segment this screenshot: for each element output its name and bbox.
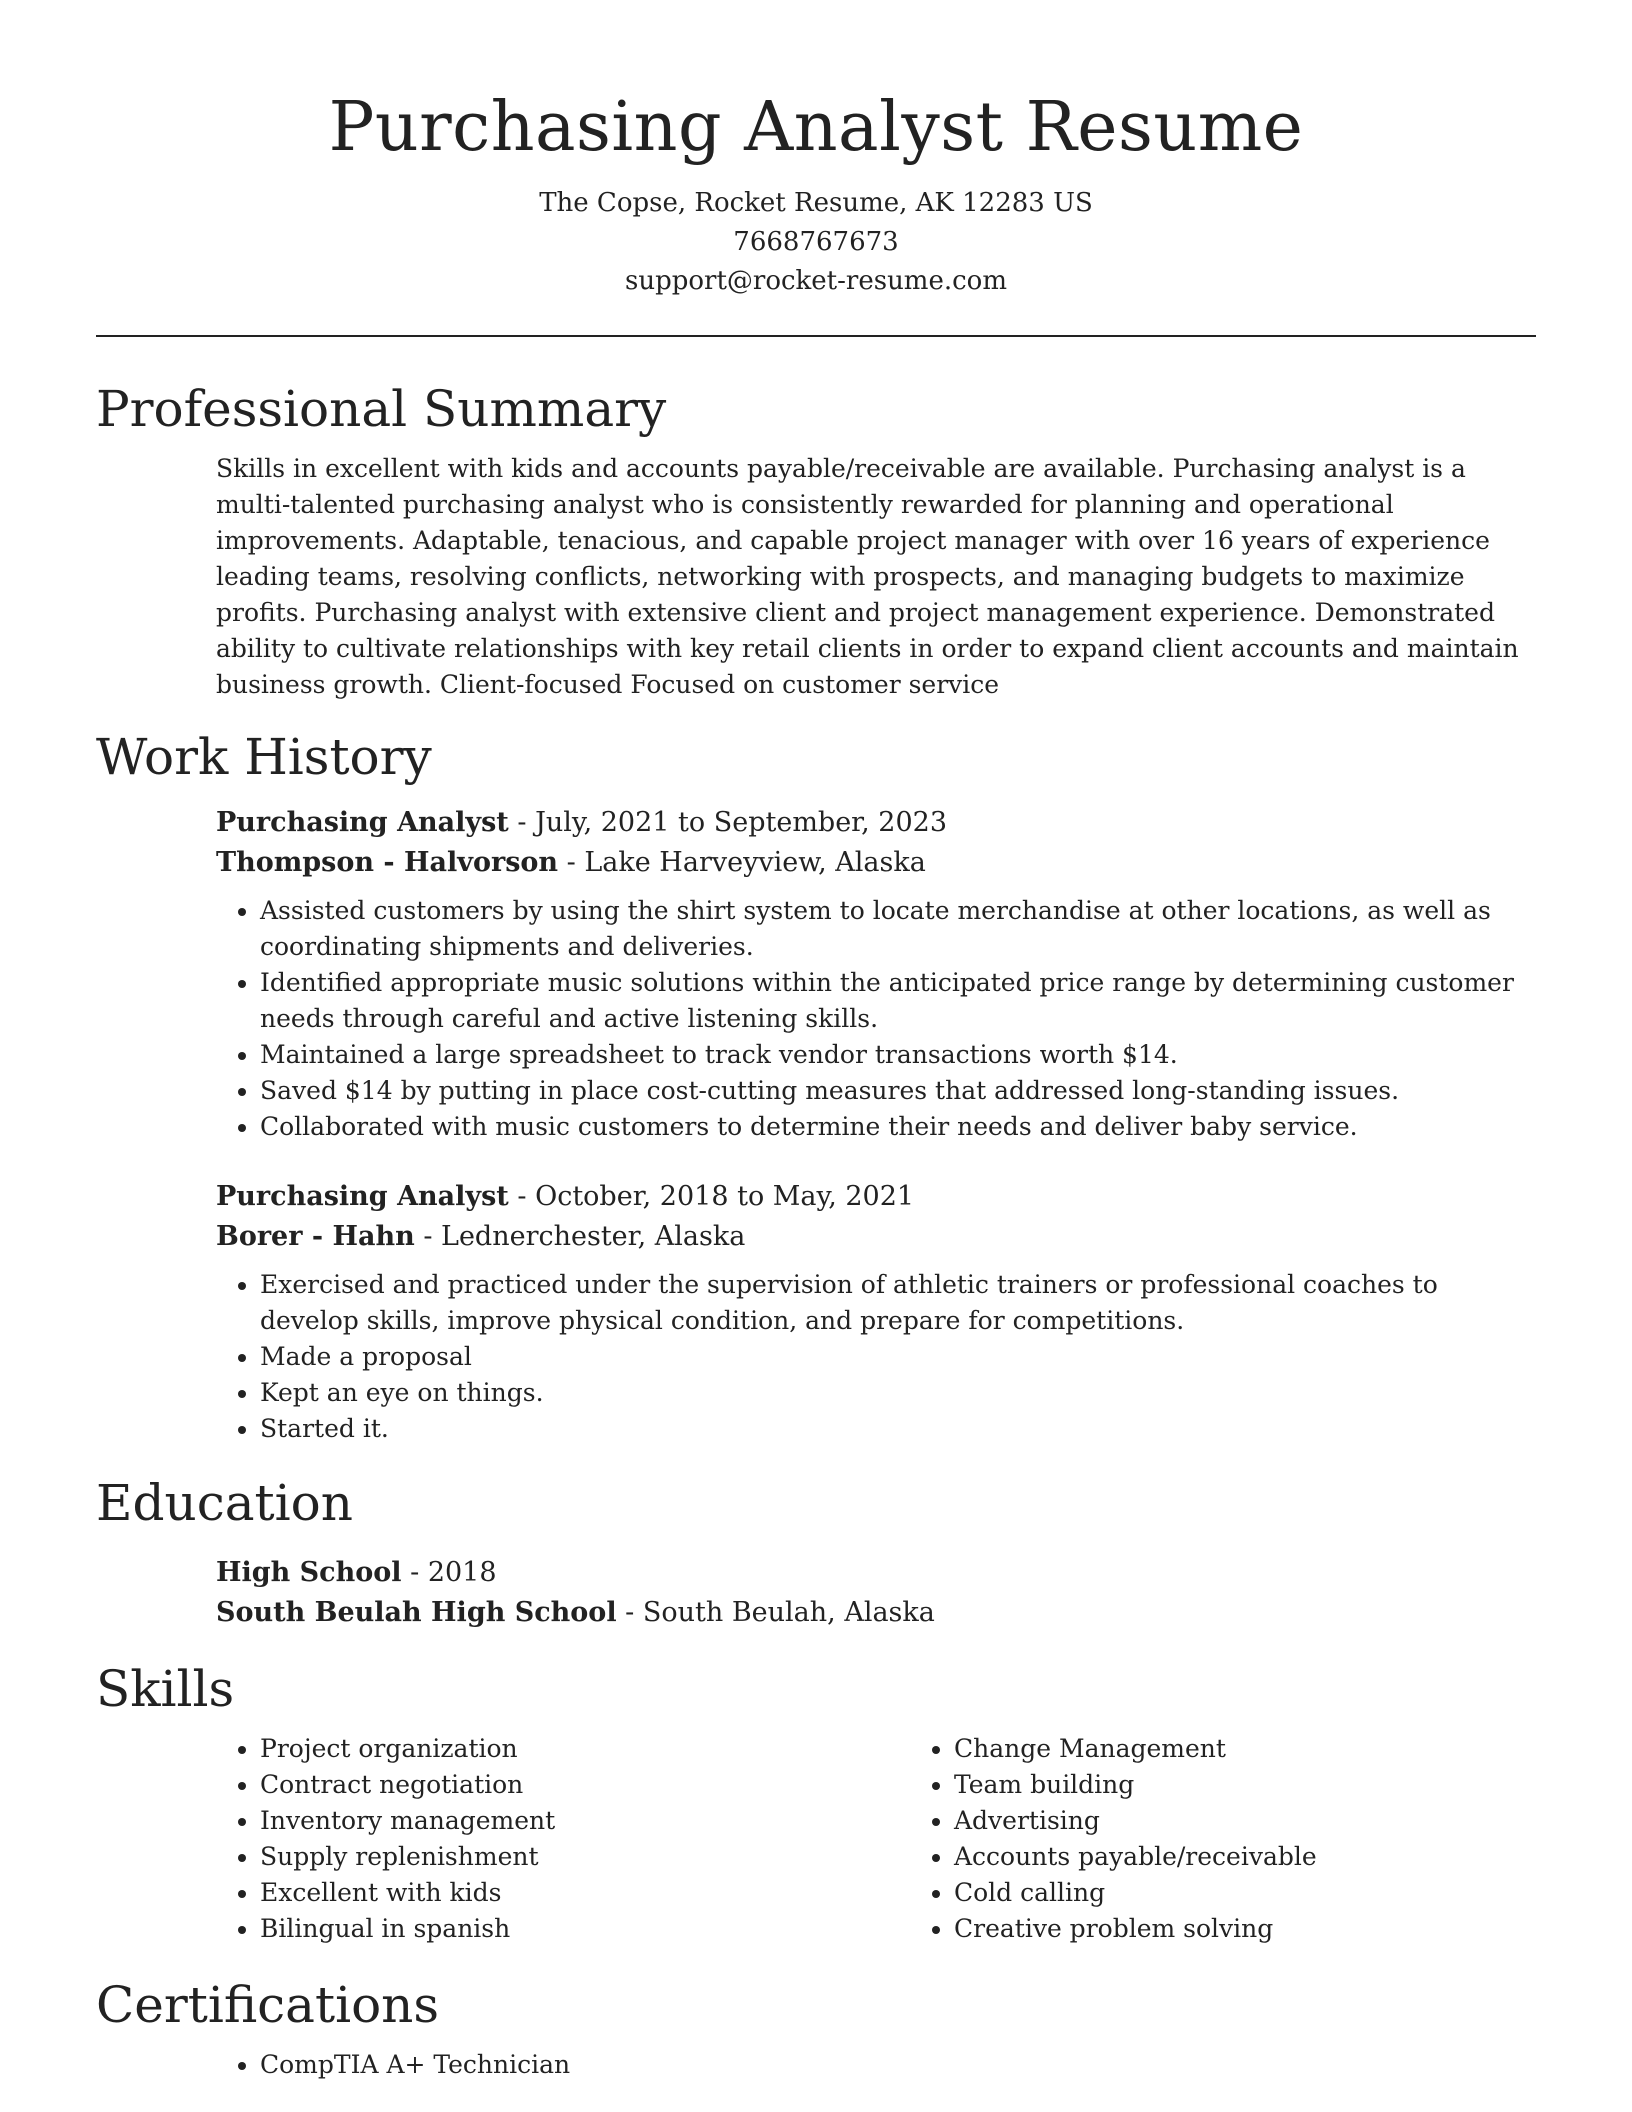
list-item: • Kept an eye on things. [260,1375,1536,1411]
job-entry [216,803,1536,1145]
list-item: • Identified appropriate music solutions within the anticipated price range by determining customer needs through careful and active listening skills. [260,965,1536,1037]
resume-header [96,0,1536,301]
list-item: • Creative problem solving [954,1911,1604,1947]
job-title-line [216,803,1536,843]
list-item: • Cold calling [954,1875,1604,1911]
job-location: - Lake Harveyview, Alaska [558,847,926,878]
education-school: South Beulah High School [216,1597,617,1628]
list-item: • Assisted customers by using the shirt system to locate merchandise at other locations, as well as coordinating shipments and deliveries. [260,893,1536,965]
list-item: • Exercised and practiced under the supervision of athletic trainers or professional coaches to develop skills, improve physical condition, and prepare for competitions. [260,1267,1536,1339]
list-item: • Change Management [954,1731,1604,1767]
list-item: • Maintained a large spreadsheet to track vendor transactions worth $14. [260,1037,1536,1073]
education-entry [216,1553,1536,1633]
list-item: • Contract negotiation [260,1767,910,1803]
job-company-line [216,843,1536,883]
list-item: • Project organization [260,1731,910,1767]
job-entry [216,1177,1536,1447]
certifications-section [96,1973,1536,2083]
list-item: • Bilingual in spanish [260,1911,910,1947]
job-location: - Lednerchester, Alaska [414,1221,746,1252]
job-bullets [216,893,1536,1145]
list-item: • Saved $14 by putting in place cost-cutting measures that addressed long-standing issues. [260,1073,1536,1109]
section-heading: Work History [96,728,432,786]
education-location: - South Beulah, Alaska [616,1597,935,1628]
job-title: Purchasing Analyst [216,1181,509,1212]
education-year: - 2018 [401,1557,497,1588]
list-item: • Inventory management [260,1803,910,1839]
skills-grid [216,1731,1536,1947]
education-section [96,1471,1536,1633]
list-item: • Advertising [954,1803,1604,1839]
list-item: • Team building [954,1767,1604,1803]
skills-section [96,1657,1536,1947]
list-item: • CompTIA A+ Technician [260,2047,1536,2083]
section-heading: Certifications [96,1976,440,2034]
job-title: Purchasing Analyst [216,807,509,838]
job-dates: - July, 2021 to September, 2023 [508,807,948,838]
job-company: Thompson - Halvorson [216,847,559,878]
contact-block [96,184,1536,301]
job-company: Borer - Hahn [216,1221,415,1252]
education-degree: High School [216,1557,402,1588]
list-item: • Made a proposal [260,1339,1536,1375]
contact-email: support@rocket-resume.com [624,266,1007,296]
section-heading: Skills [96,1660,235,1718]
contact-address: The Copse, Rocket Resume, AK 12283 US [539,188,1093,218]
skills-column-right [910,1731,1604,1947]
job-dates: - October, 2018 to May, 2021 [508,1181,915,1212]
list-item: • Excellent with kids [260,1875,910,1911]
job-company-line [216,1217,1536,1257]
list-item: • Collaborated with music customers to determine their needs and deliver baby service. [260,1109,1536,1145]
list-item: • Supply replenishment [260,1839,910,1875]
section-heading: Professional Summary [96,380,667,438]
job-title-line [216,1177,1536,1217]
work-history-section [96,725,1536,1447]
certifications-list-wrap [216,2047,1536,2083]
skills-column-left [216,1731,910,1947]
job-bullets [216,1267,1536,1447]
list-item: • Accounts payable/receivable [954,1839,1604,1875]
list-item: • Started it. [260,1411,1536,1447]
summary-text: Skills in excellent with kids and accounts payable/receivable are available. Purchasing analyst is a multi-talented purchasing analyst who is consistently rewarded for planning and operational improvements. Adaptable, tenacious, and capable project manager with over 16 years of experience leading teams, resolving conflicts, networking with prospects, and managing budgets to maximize profits. Purchasing analyst with extensive client and project management experience. Demonstrated ability to cultivate relationships with key retail clients in order to expand client accounts and maintain business growth. Client-focused Focused on customer service [216,454,1519,699]
professional-summary-section [96,377,1536,703]
contact-phone: 7668767673 [733,227,899,257]
certifications-list [216,2047,1536,2083]
resume-title: Purchasing Analyst Resume [328,88,1304,167]
education-degree-line [216,1553,1536,1593]
header-divider [96,335,1536,337]
section-heading: Education [96,1474,353,1532]
education-school-line [216,1593,1536,1633]
